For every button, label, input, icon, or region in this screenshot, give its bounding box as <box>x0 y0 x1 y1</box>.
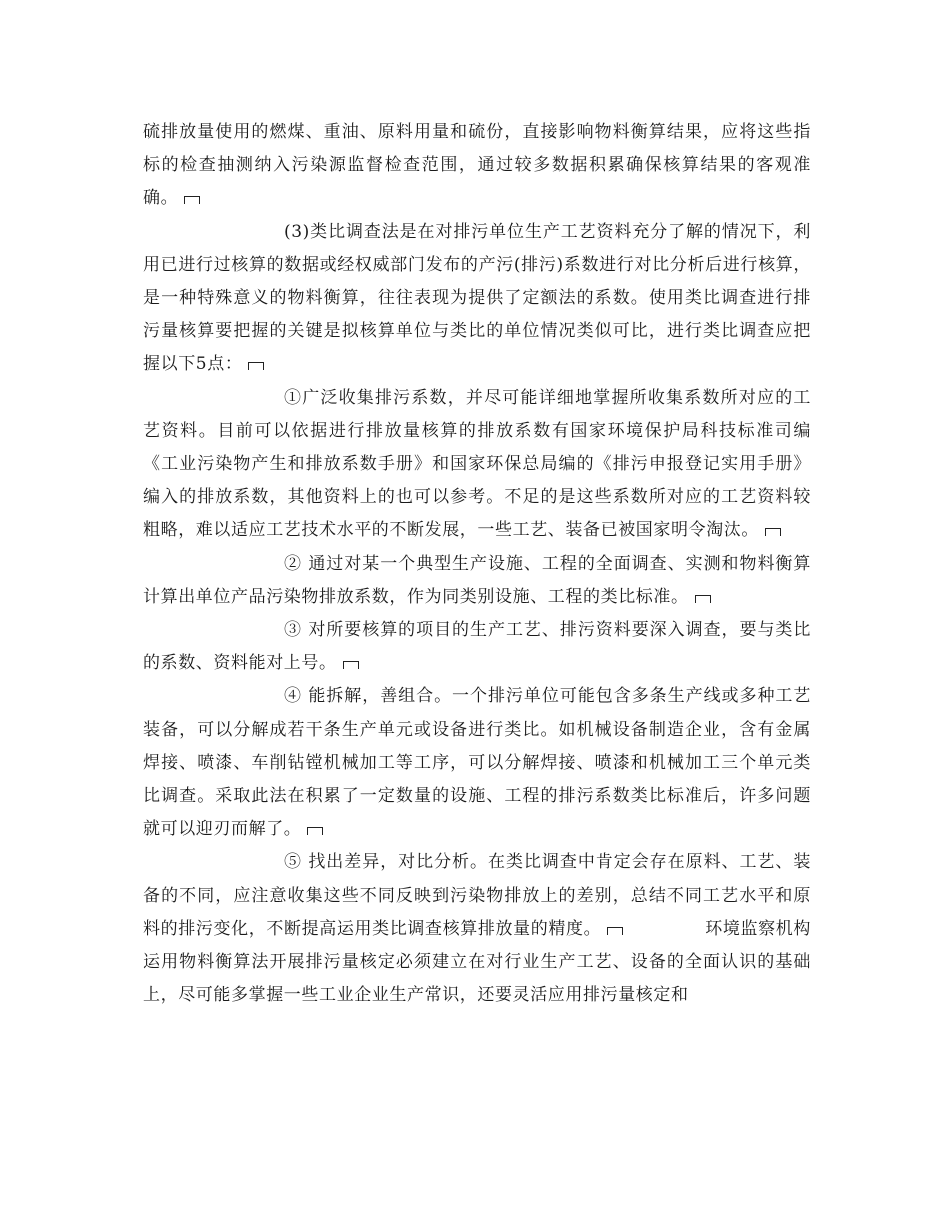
paragraph-mark-icon <box>307 827 323 835</box>
document-body <box>143 116 811 1012</box>
paragraph-text: ② 通过对某一个典型生产设施、工程的全面调查、实测和物料衡算计算出单位产品污染物排放系数，作为同类别设施、工程的类比标准。 <box>143 553 811 607</box>
paragraph-mark-icon <box>343 661 359 669</box>
paragraph-text-continued: 环境监察机构运用物料衡算法开展排污量核定必须建立在对行业生产工艺、设备的全面认识的基础上，尽可能多掌握一些工业企业生产常识，还要灵活应用排污量核定和 <box>143 918 811 1006</box>
paragraph-text: (3)类比调查法是在对排污单位生产工艺资料充分了解的情况下，利用已进行过核算的数据或经权威部门发布的产污(排污)系数进行对比分析后进行核算，是一种特殊意义的物料衡算，往往表现为提供了定额法的系数。使用类比调查进行排污量核算要把握的关键是拟核算单位与类比的单位情况类似可比，进行类比调查应把握以下5点： <box>143 221 811 375</box>
paragraph-point-4 <box>143 680 811 846</box>
paragraph-text: ①广泛收集排污系数，并尽可能详细地掌握所收集系数所对应的工艺资料。目前可以依据进行排放量核算的排放系数有国家环境保护局科技标准司编《工业污染物产生和排放系数手册》和国家环保总局编的《排污申报登记实用手册》编入的排放系数，其他资料上的也可以参考。不足的是这些系数所对应的工艺资料较粗略，难以适应工艺技术水平的不断发展，一些工艺、装备已被国家明令淘汰。 <box>143 387 811 541</box>
paragraph-analogy-method <box>143 216 811 382</box>
paragraph-mark-icon <box>765 528 781 536</box>
paragraph-mark-icon <box>695 595 711 603</box>
paragraph-sulfur-emission <box>143 116 811 216</box>
paragraph-mark-icon <box>184 196 200 204</box>
paragraph-mark-icon <box>248 362 264 370</box>
paragraph-mark-icon <box>607 927 623 935</box>
paragraph-point-5 <box>143 846 811 1012</box>
paragraph-text: ④ 能拆解，善组合。一个排污单位可能包含多条生产线或多种工艺装备，可以分解成若干条生产单元或设备进行类比。如机械设备制造企业，含有金属焊接、喷漆、车削钻镗机械加工等工序，可以分解焊接、喷漆和机械加工三个单元类比调查。采取此法在积累了一定数量的设施、工程的排污系数类比标准后，许多问题就可以迎刃而解了。 <box>143 686 811 840</box>
paragraph-text: 硫排放量使用的燃煤、重油、原料用量和硫份，直接影响物料衡算结果，应将这些指标的检查抽测纳入污染源监督检查范围，通过较多数据积累确保核算结果的客观准确。 <box>143 122 811 209</box>
paragraph-text: ⑤ 找出差异，对比分析。在类比调查中肯定会存在原料、工艺、装备的不同，应注意收集这些不同反映到污染物排放上的差别，总结不同工艺水平和原料的排污变化，不断提高运用类比调查核算排放量的精度。 <box>143 852 811 939</box>
paragraph-point-2 <box>143 548 811 614</box>
paragraph-point-1 <box>143 382 811 548</box>
paragraph-point-3 <box>143 614 811 680</box>
paragraph-text: ③ 对所要核算的项目的生产工艺、排污资料要深入调查，要与类比的系数、资料能对上号。 <box>143 620 811 674</box>
